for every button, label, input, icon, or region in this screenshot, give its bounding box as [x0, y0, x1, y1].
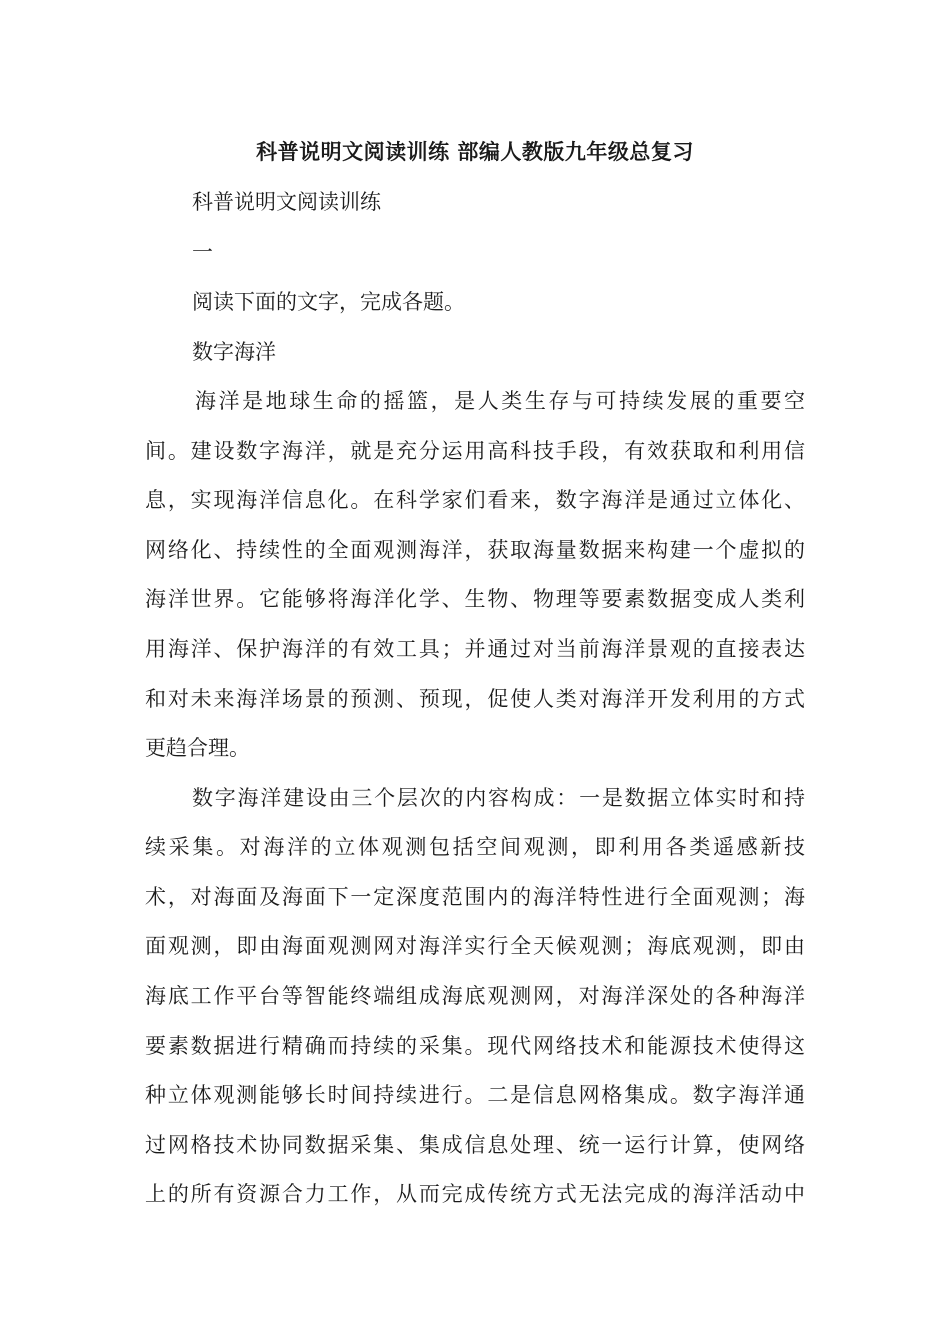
paragraph2-line: 要素数据进行精确而持续的采集。现代网络技术和能源技术使得这 [145, 1034, 805, 1058]
paragraph1-line: 海洋是地球生命的摇篮，是人类生存与可持续发展的重要空 [195, 389, 805, 413]
paragraph2-line: 数字海洋建设由三个层次的内容构成：一是数据立体实时和持 [192, 786, 805, 810]
paragraph2-line: 过网格技术协同数据采集、集成信息处理、统一运行计算，使网络 [145, 1133, 805, 1157]
paragraph1-line: 更趋合理。 [145, 736, 250, 760]
paragraph1-line: 间。建设数字海洋，就是充分运用高科技手段，有效获取和利用信 [145, 439, 805, 463]
document-title: 科普说明文阅读训练 部编人教版九年级总复习 [256, 140, 694, 164]
paragraph1-line: 用海洋、保护海洋的有效工具；并通过对当前海洋景观的直接表达 [145, 637, 805, 661]
paragraph1-line: 网络化、持续性的全面观测海洋，获取海量数据来构建一个虚拟的 [145, 538, 805, 562]
paragraph1-line: 息，实现海洋信息化。在科学家们看来，数字海洋是通过立体化、 [145, 488, 805, 512]
article-title: 数字海洋 [192, 340, 276, 364]
paragraph1-line: 海洋世界。它能够将海洋化学、生物、物理等要素数据变成人类利 [145, 587, 805, 611]
heading: 科普说明文阅读训练 [192, 190, 381, 214]
paragraph2-line: 种立体观测能够长时间持续进行。二是信息网格集成。数字海洋通 [145, 1083, 805, 1107]
section-number: 一 [192, 240, 213, 264]
paragraph2-line: 术，对海面及海面下一定深度范围内的海洋特性进行全面观测；海 [145, 885, 805, 909]
paragraph2-line: 续采集。对海洋的立体观测包括空间观测，即利用各类遥感新技 [145, 835, 805, 859]
instruction-text: 阅读下面的文字，完成各题。 [192, 290, 465, 314]
paragraph2-line: 海底工作平台等智能终端组成海底观测网，对海洋深处的各种海洋 [145, 984, 805, 1008]
paragraph2-line: 面观测，即由海面观测网对海洋实行全天候观测；海底观测，即由 [145, 934, 805, 958]
paragraph1-line: 和对未来海洋场景的预测、预现，促使人类对海洋开发利用的方式 [145, 687, 805, 711]
paragraph2-line: 上的所有资源合力工作，从而完成传统方式无法完成的海洋活动中 [145, 1182, 805, 1206]
